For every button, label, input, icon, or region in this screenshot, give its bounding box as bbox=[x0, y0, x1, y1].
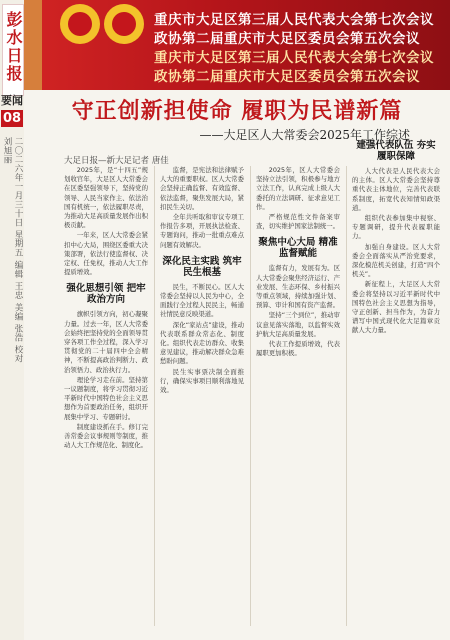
cppcc-emblem-icon bbox=[104, 4, 144, 44]
paragraph: 制度建设抓在手。修订完善常委会议事规则等制度，推动人大工作规范化、制度化。 bbox=[64, 422, 148, 450]
banner-line-3: 重庆市大足区第三届人民代表大会第七次会议 bbox=[154, 50, 434, 66]
article bbox=[30, 94, 444, 640]
section-heading: 聚焦中心大局 精准监督赋能 bbox=[258, 237, 338, 260]
paragraph: 监督，是宪法和法律赋予人大的重要职权。区人大常委会坚持正确监督、有效监督、依法监督，聚焦发展大局，紧扣民生关切。 bbox=[160, 166, 244, 211]
paragraph: 旗帜引领方向，初心凝聚力量。过去一年，区人大常委会始终把坚持党的全面领导贯穿各项工作全过程，深入学习贯彻党的二十届四中全会精神，不断提高政治判断力、政治领悟力、政治执行力。 bbox=[64, 310, 148, 374]
paragraph: 全年共听取和审议专项工作报告多项，开展执法检查、专题询问，推动一批重点难点问题有效解决。 bbox=[160, 213, 244, 249]
masthead-logo bbox=[2, 4, 24, 96]
paragraph: 2025年，区人大常委会坚持立法引领，积极参与地方立法工作，认真完成上级人大委托的立法调研、征求意见工作。 bbox=[256, 166, 340, 211]
banner-line-2: 政协第二届重庆市大足区委员会第五次会议 bbox=[154, 31, 420, 47]
header-banner bbox=[24, 0, 450, 90]
paragraph: 2025年，是“十四五”规划收官年，大足区人大常委会在区委坚强领导下，坚持党的领导、人民当家作主、依法治国有机统一，依法履职尽责，为推动大足高质量发展作出积极贡献。 bbox=[64, 166, 148, 230]
page-rail bbox=[0, 94, 24, 367]
section-label: 要闻 bbox=[1, 94, 23, 107]
banner-line-4: 政协第二届重庆市大足区委员会第五次会议 bbox=[154, 69, 420, 85]
paragraph: 代表工作提质增效，代表履职更加积极。 bbox=[256, 340, 340, 358]
paragraph: 民生，不断民心。区人大常委会坚持以人民为中心，全面践行全过程人民民主，畅通社情民意反映渠道。 bbox=[160, 282, 244, 319]
article-column-3 bbox=[256, 166, 340, 636]
column-divider bbox=[346, 166, 347, 626]
paragraph: 民生实事票决制全面推行，确保实事项目顺利落地见效。 bbox=[160, 367, 244, 395]
paragraph: 深化“家站点”建设，推动代表联系群众常态化、制度化。组织代表走访群众、收集意见建议，推动解决群众急难愁盼问题。 bbox=[160, 320, 244, 366]
paragraph: 新征程上，大足区人大常委会将坚持以习近平新时代中国特色社会主义思想为指导，守正创新、担当作为，为奋力谱写中国式现代化大足篇章贡献人大力量。 bbox=[352, 280, 440, 335]
byline: 大足日报—新大足记者 唐佳 bbox=[64, 156, 169, 166]
masthead-name: 彭水日报 bbox=[4, 11, 23, 83]
paragraph: 人大代表是人民代表大会的主体。区人大常委会坚持尊重代表主体地位，完善代表联系制度，拓宽代表知情知政渠道。 bbox=[352, 167, 440, 212]
page-number: 08 bbox=[2, 111, 22, 126]
npc-emblem-icon bbox=[60, 4, 100, 44]
paragraph: 一年来，区人大常委会紧扣中心大局，围绕区委重大决策部署，依法行使监督权、决定权、任免权，推动人大工作提质增效。 bbox=[64, 231, 148, 277]
article-subtitle: ——大足区人大常委会2025年工作综述 bbox=[199, 128, 410, 142]
issue-meta: 二〇二六年一月三十日 星期五 编辑 王忠 美编 张浩 校对 刘旭丽 bbox=[2, 137, 23, 364]
paragraph: 坚持“三个到位”，推动审议意见落实落地，以监督实效护航大足高质量发展。 bbox=[256, 311, 340, 338]
section-heading: 建强代表队伍 夯实履职保障 bbox=[356, 140, 436, 162]
paragraph: 监督有力，发展有为。区人大常委会聚焦经济运行、产业发展、生态环保、乡村振兴等重点领域，持续加强计划、预算、审计和国有资产监督。 bbox=[256, 264, 340, 310]
paragraph: 组织代表参加集中视察、专题调研，提升代表履职能力。 bbox=[352, 214, 440, 241]
section-heading: 强化思想引领 把牢政治方向 bbox=[66, 283, 146, 306]
section-heading: 深化民主实践 筑牢民生根基 bbox=[162, 255, 242, 278]
article-column-1 bbox=[64, 166, 148, 636]
huabiao-pillar-image bbox=[24, 0, 42, 90]
article-column-4 bbox=[352, 134, 440, 604]
column-divider bbox=[250, 166, 251, 626]
paragraph: 理论学习走在前。坚持第一议题制度，将学习贯彻习近平新时代中国特色社会主义思想作为首要政治任务，组织开展集中学习、专题研讨。 bbox=[64, 375, 148, 421]
paragraph: 加强自身建设。区人大常委会全面落实从严治党要求，深化模范机关创建，打造“四个机关”。 bbox=[352, 242, 440, 279]
article-column-2 bbox=[160, 166, 244, 636]
article-title: 守正创新担使命 履职为民谱新篇 bbox=[71, 98, 403, 124]
paragraph: 严格规范性文件备案审查，切实维护国家法制统一。 bbox=[256, 213, 340, 231]
banner-line-1: 重庆市大足区第三届人民代表大会第七次会议 bbox=[154, 12, 434, 28]
column-divider bbox=[154, 166, 155, 626]
